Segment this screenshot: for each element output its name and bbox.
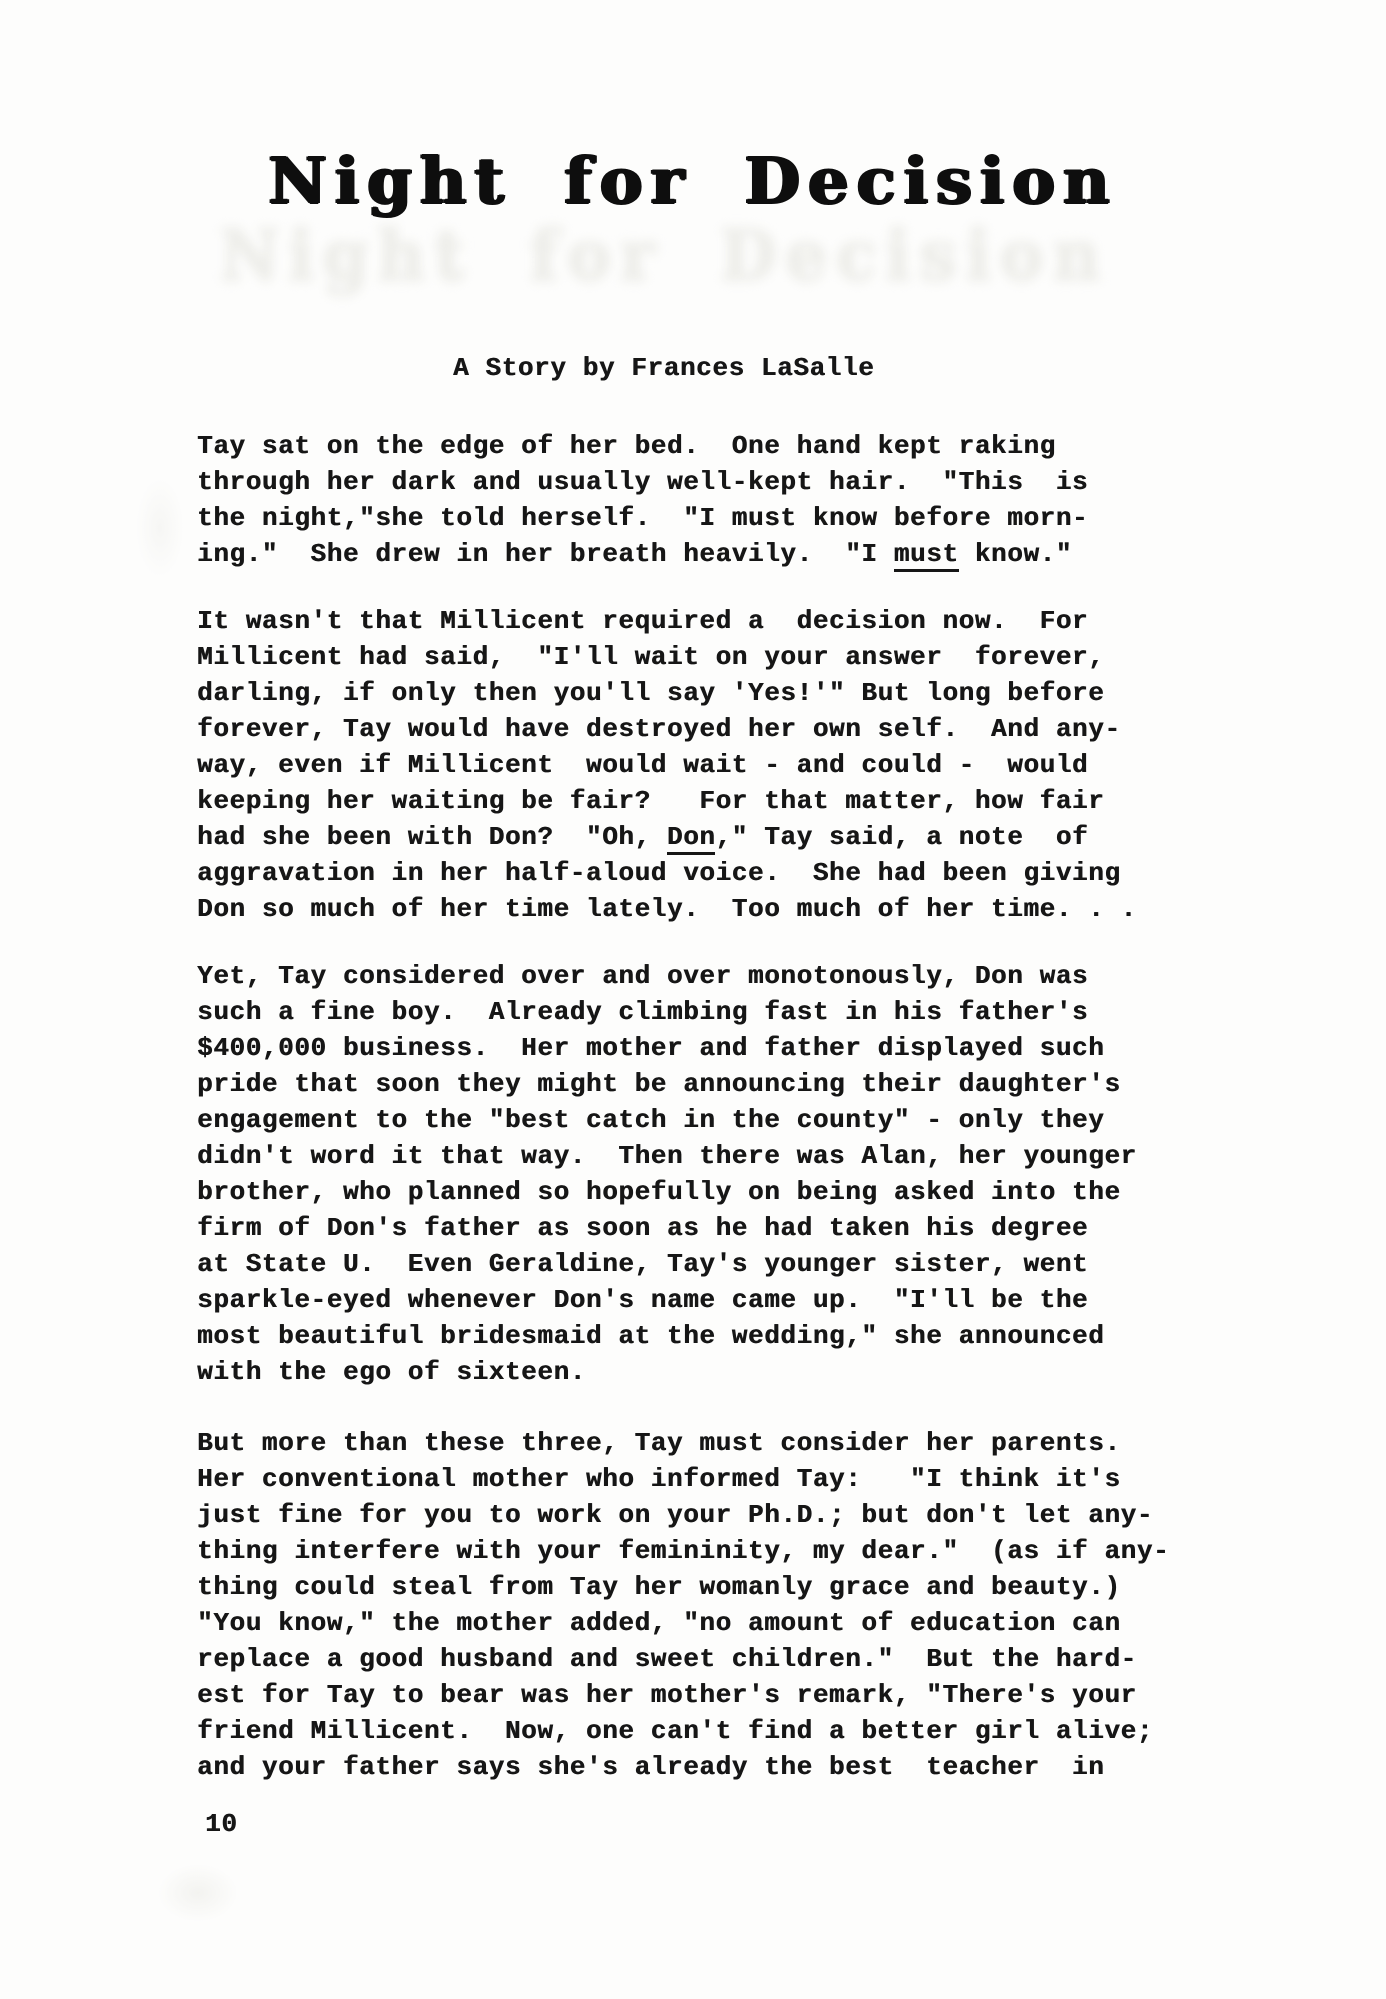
text-line bbox=[197, 1102, 1137, 1138]
text-line bbox=[197, 1749, 1169, 1785]
text-run: firm of Don's father as soon as he had taken his degree bbox=[197, 1213, 1089, 1243]
text-line bbox=[197, 1425, 1169, 1461]
text-line bbox=[197, 1066, 1137, 1102]
text-run: engagement to the "best catch in the county" - only they bbox=[197, 1105, 1105, 1135]
text-line bbox=[197, 1605, 1169, 1641]
text-run: the night,"she told herself. "I must know before morn- bbox=[197, 503, 1089, 533]
text-line bbox=[197, 855, 1137, 891]
text-run: ," Tay said, a note of bbox=[715, 822, 1089, 852]
text-run: just fine for you to work on your Ph.D.; but don't let any- bbox=[197, 1500, 1153, 1530]
text-line bbox=[197, 1210, 1137, 1246]
text-run: sparkle-eyed whenever Don's name came up. "I'll be the bbox=[197, 1285, 1089, 1315]
text-line bbox=[197, 711, 1137, 747]
text-line bbox=[197, 1713, 1169, 1749]
text-line bbox=[197, 1641, 1169, 1677]
text-run: and your father says she's already the best teacher in bbox=[197, 1752, 1105, 1782]
byline: A Story by Frances LaSalle bbox=[453, 353, 875, 383]
underlined-word: Don bbox=[667, 822, 716, 855]
text-line bbox=[197, 603, 1137, 639]
text-run: "You know," the mother added, "no amount of education can bbox=[197, 1608, 1121, 1638]
text-line bbox=[197, 1461, 1169, 1497]
text-line bbox=[197, 747, 1137, 783]
text-line bbox=[197, 1569, 1169, 1605]
text-run: through her dark and usually well-kept hair. "This is bbox=[197, 467, 1089, 497]
text-run: It wasn't that Millicent required a decision now. For bbox=[197, 606, 1089, 636]
text-line bbox=[197, 958, 1137, 994]
text-run: keeping her waiting be fair? For that matter, how fair bbox=[197, 786, 1105, 816]
text-line bbox=[197, 1354, 1137, 1390]
text-line bbox=[197, 1318, 1137, 1354]
paragraph bbox=[197, 428, 1088, 572]
text-run: friend Millicent. Now, one can't find a better girl alive; bbox=[197, 1716, 1153, 1746]
text-run: Don so much of her time lately. Too much of her time. . . bbox=[197, 894, 1137, 924]
text-line bbox=[197, 819, 1137, 855]
text-line bbox=[197, 1030, 1137, 1066]
text-run: ing." She drew in her breath heavily. "I bbox=[197, 539, 894, 569]
text-line bbox=[197, 1246, 1137, 1282]
text-line bbox=[197, 891, 1137, 927]
text-line bbox=[197, 1677, 1169, 1713]
text-line bbox=[197, 1138, 1137, 1174]
paragraph bbox=[197, 958, 1137, 1390]
text-run: most beautiful bridesmaid at the wedding," she announced bbox=[197, 1321, 1105, 1351]
text-run: $400,000 business. Her mother and father displayed such bbox=[197, 1033, 1105, 1063]
text-line bbox=[197, 464, 1088, 500]
text-run: darling, if only then you'll say 'Yes!'" But long before bbox=[197, 678, 1105, 708]
story-title: Night for Decision bbox=[268, 144, 1118, 219]
text-run: est for Tay to bear was her mother's remark, "There's your bbox=[197, 1680, 1137, 1710]
text-line bbox=[197, 428, 1088, 464]
text-run: know." bbox=[958, 539, 1072, 569]
text-run: But more than these three, Tay must consider her parents. bbox=[197, 1428, 1121, 1458]
text-run: thing could steal from Tay her womanly grace and beauty.) bbox=[197, 1572, 1121, 1602]
text-run: such a fine boy. Already climbing fast in his father's bbox=[197, 997, 1089, 1027]
text-run: forever, Tay would have destroyed her own self. And any- bbox=[197, 714, 1121, 744]
text-run: didn't word it that way. Then there was Alan, her younger bbox=[197, 1141, 1137, 1171]
text-line bbox=[197, 994, 1137, 1030]
text-run: with the ego of sixteen. bbox=[197, 1357, 586, 1387]
text-line bbox=[197, 500, 1088, 536]
text-run: at State U. Even Geraldine, Tay's younger sister, went bbox=[197, 1249, 1089, 1279]
text-run: way, even if Millicent would wait - and could - would bbox=[197, 750, 1089, 780]
text-line bbox=[197, 1497, 1169, 1533]
text-run: had she been with Don? "Oh, bbox=[197, 822, 667, 852]
text-run: Millicent had said, "I'll wait on your answer forever, bbox=[197, 642, 1105, 672]
underlined-word: must bbox=[894, 539, 959, 572]
text-line bbox=[197, 675, 1137, 711]
text-line bbox=[197, 1533, 1169, 1569]
text-line bbox=[197, 783, 1137, 819]
text-line bbox=[197, 639, 1137, 675]
text-run: Her conventional mother who informed Tay: "I think it's bbox=[197, 1464, 1121, 1494]
paragraph bbox=[197, 603, 1137, 927]
text-line bbox=[197, 1174, 1137, 1210]
text-run: aggravation in her half-aloud voice. She had been giving bbox=[197, 858, 1121, 888]
text-run: Yet, Tay considered over and over monotonously, Don was bbox=[197, 961, 1089, 991]
text-run: brother, who planned so hopefully on being asked into the bbox=[197, 1177, 1121, 1207]
paragraph bbox=[197, 1425, 1169, 1785]
title-ghost-smudge: Night for Decision bbox=[220, 214, 1110, 296]
text-line bbox=[197, 536, 1088, 572]
text-run: pride that soon they might be announcing their daughter's bbox=[197, 1069, 1121, 1099]
text-run: replace a good husband and sweet children." But the hard- bbox=[197, 1644, 1137, 1674]
text-run: thing interfere with your femininity, my dear." (as if any- bbox=[197, 1536, 1170, 1566]
page-number: 10 bbox=[205, 1809, 238, 1839]
text-run: Tay sat on the edge of her bed. One hand kept raking bbox=[197, 431, 1056, 461]
text-line bbox=[197, 1282, 1137, 1318]
